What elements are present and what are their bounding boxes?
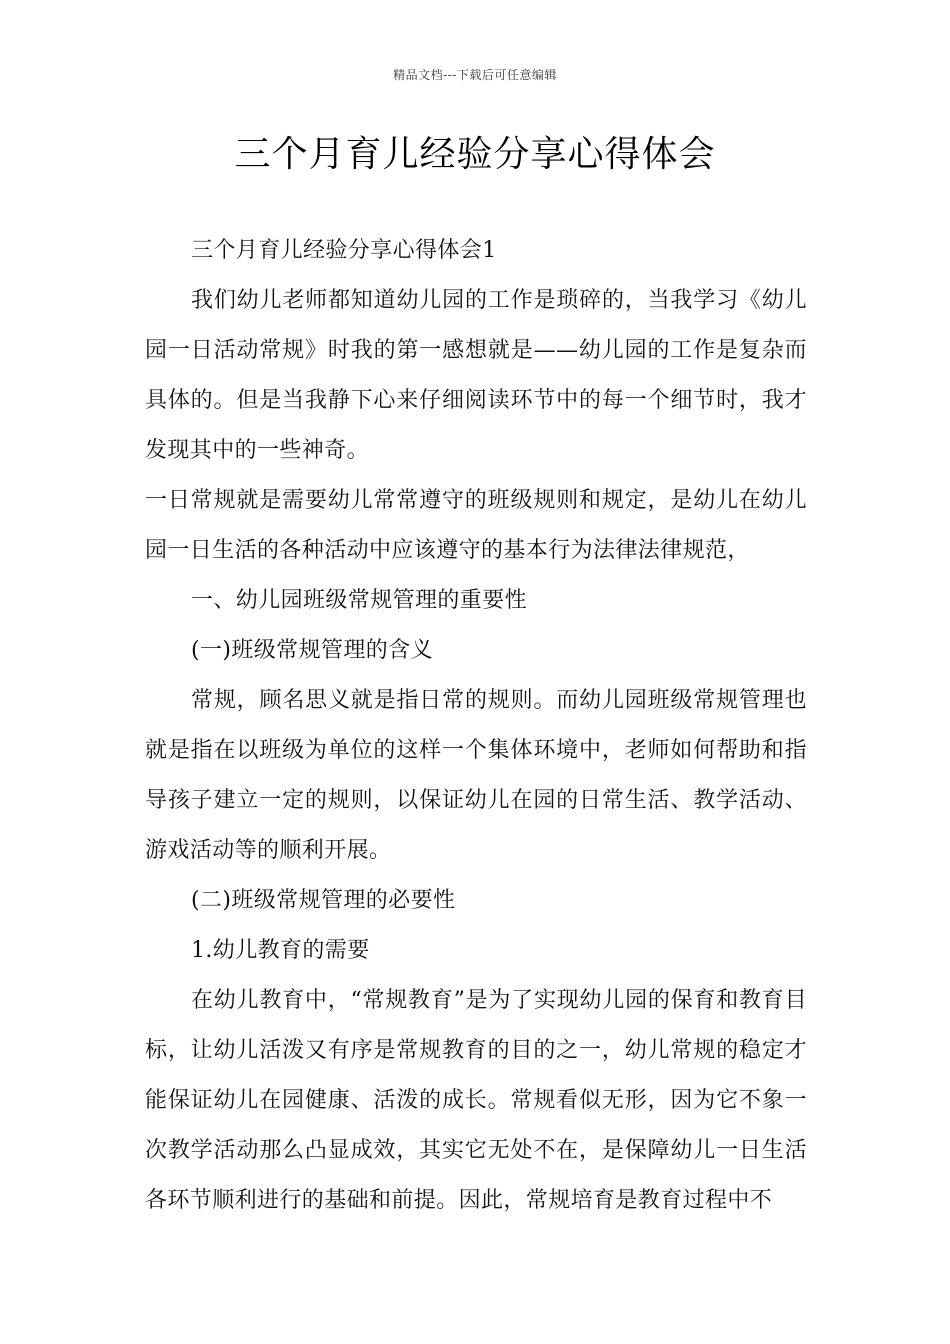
document-title: 三个月育儿经验分享心得体会	[234, 134, 716, 175]
body-paragraph: 在幼儿教育中，“常规教育”是为了实现幼儿园的保育和教育目标，让幼儿活泼又有序是常规教育的目的之一，幼儿常规的稳定才能保证幼儿在园健康、活泼的成长。常规看似无形，因为它不象一次教学活动那么凸显成效，其实它无处不在，是保障幼儿一日生活各环节顺利进行的基础和前提。因此，常规培育是教育过程中不	[145, 988, 807, 1213]
section-heading: 一、幼儿园班级常规管理的重要性	[191, 588, 528, 613]
body-paragraph: 我们幼儿老师都知道幼儿园的工作是琐碎的，当我学习《幼儿园一日活动常规》时我的第一感想就是——幼儿园的工作是复杂而具体的。但是当我静下心来仔细阅读环节中的每一个细节时，我才发现其中的一些神奇。	[145, 288, 807, 463]
numbered-heading: 1.幼儿教育的需要	[191, 938, 370, 963]
subsection-heading: (一)班级常规管理的含义	[191, 638, 433, 663]
body-paragraph: 常规，顾名思义就是指日常的规则。而幼儿园班级常规管理也就是指在以班级为单位的这样一个集体环境中，老师如何帮助和指导孩子建立一定的规则，以保证幼儿在园的日常生活、教学活动、游戏活动等的顺利开展。	[145, 688, 807, 863]
document-body	[145, 226, 807, 1226]
body-paragraph: 一日常规就是需要幼儿常常遵守的班级规则和规定，是幼儿在幼儿园一日生活的各种活动中应该遵守的基本行为法律法律规范，	[145, 488, 807, 563]
header-note: 精品文档---下载后可任意编辑	[393, 68, 557, 82]
subsection-heading: (二)班级常规管理的必要性	[191, 888, 456, 913]
subtitle-paragraph: 三个月育儿经验分享心得体会1	[191, 238, 497, 263]
